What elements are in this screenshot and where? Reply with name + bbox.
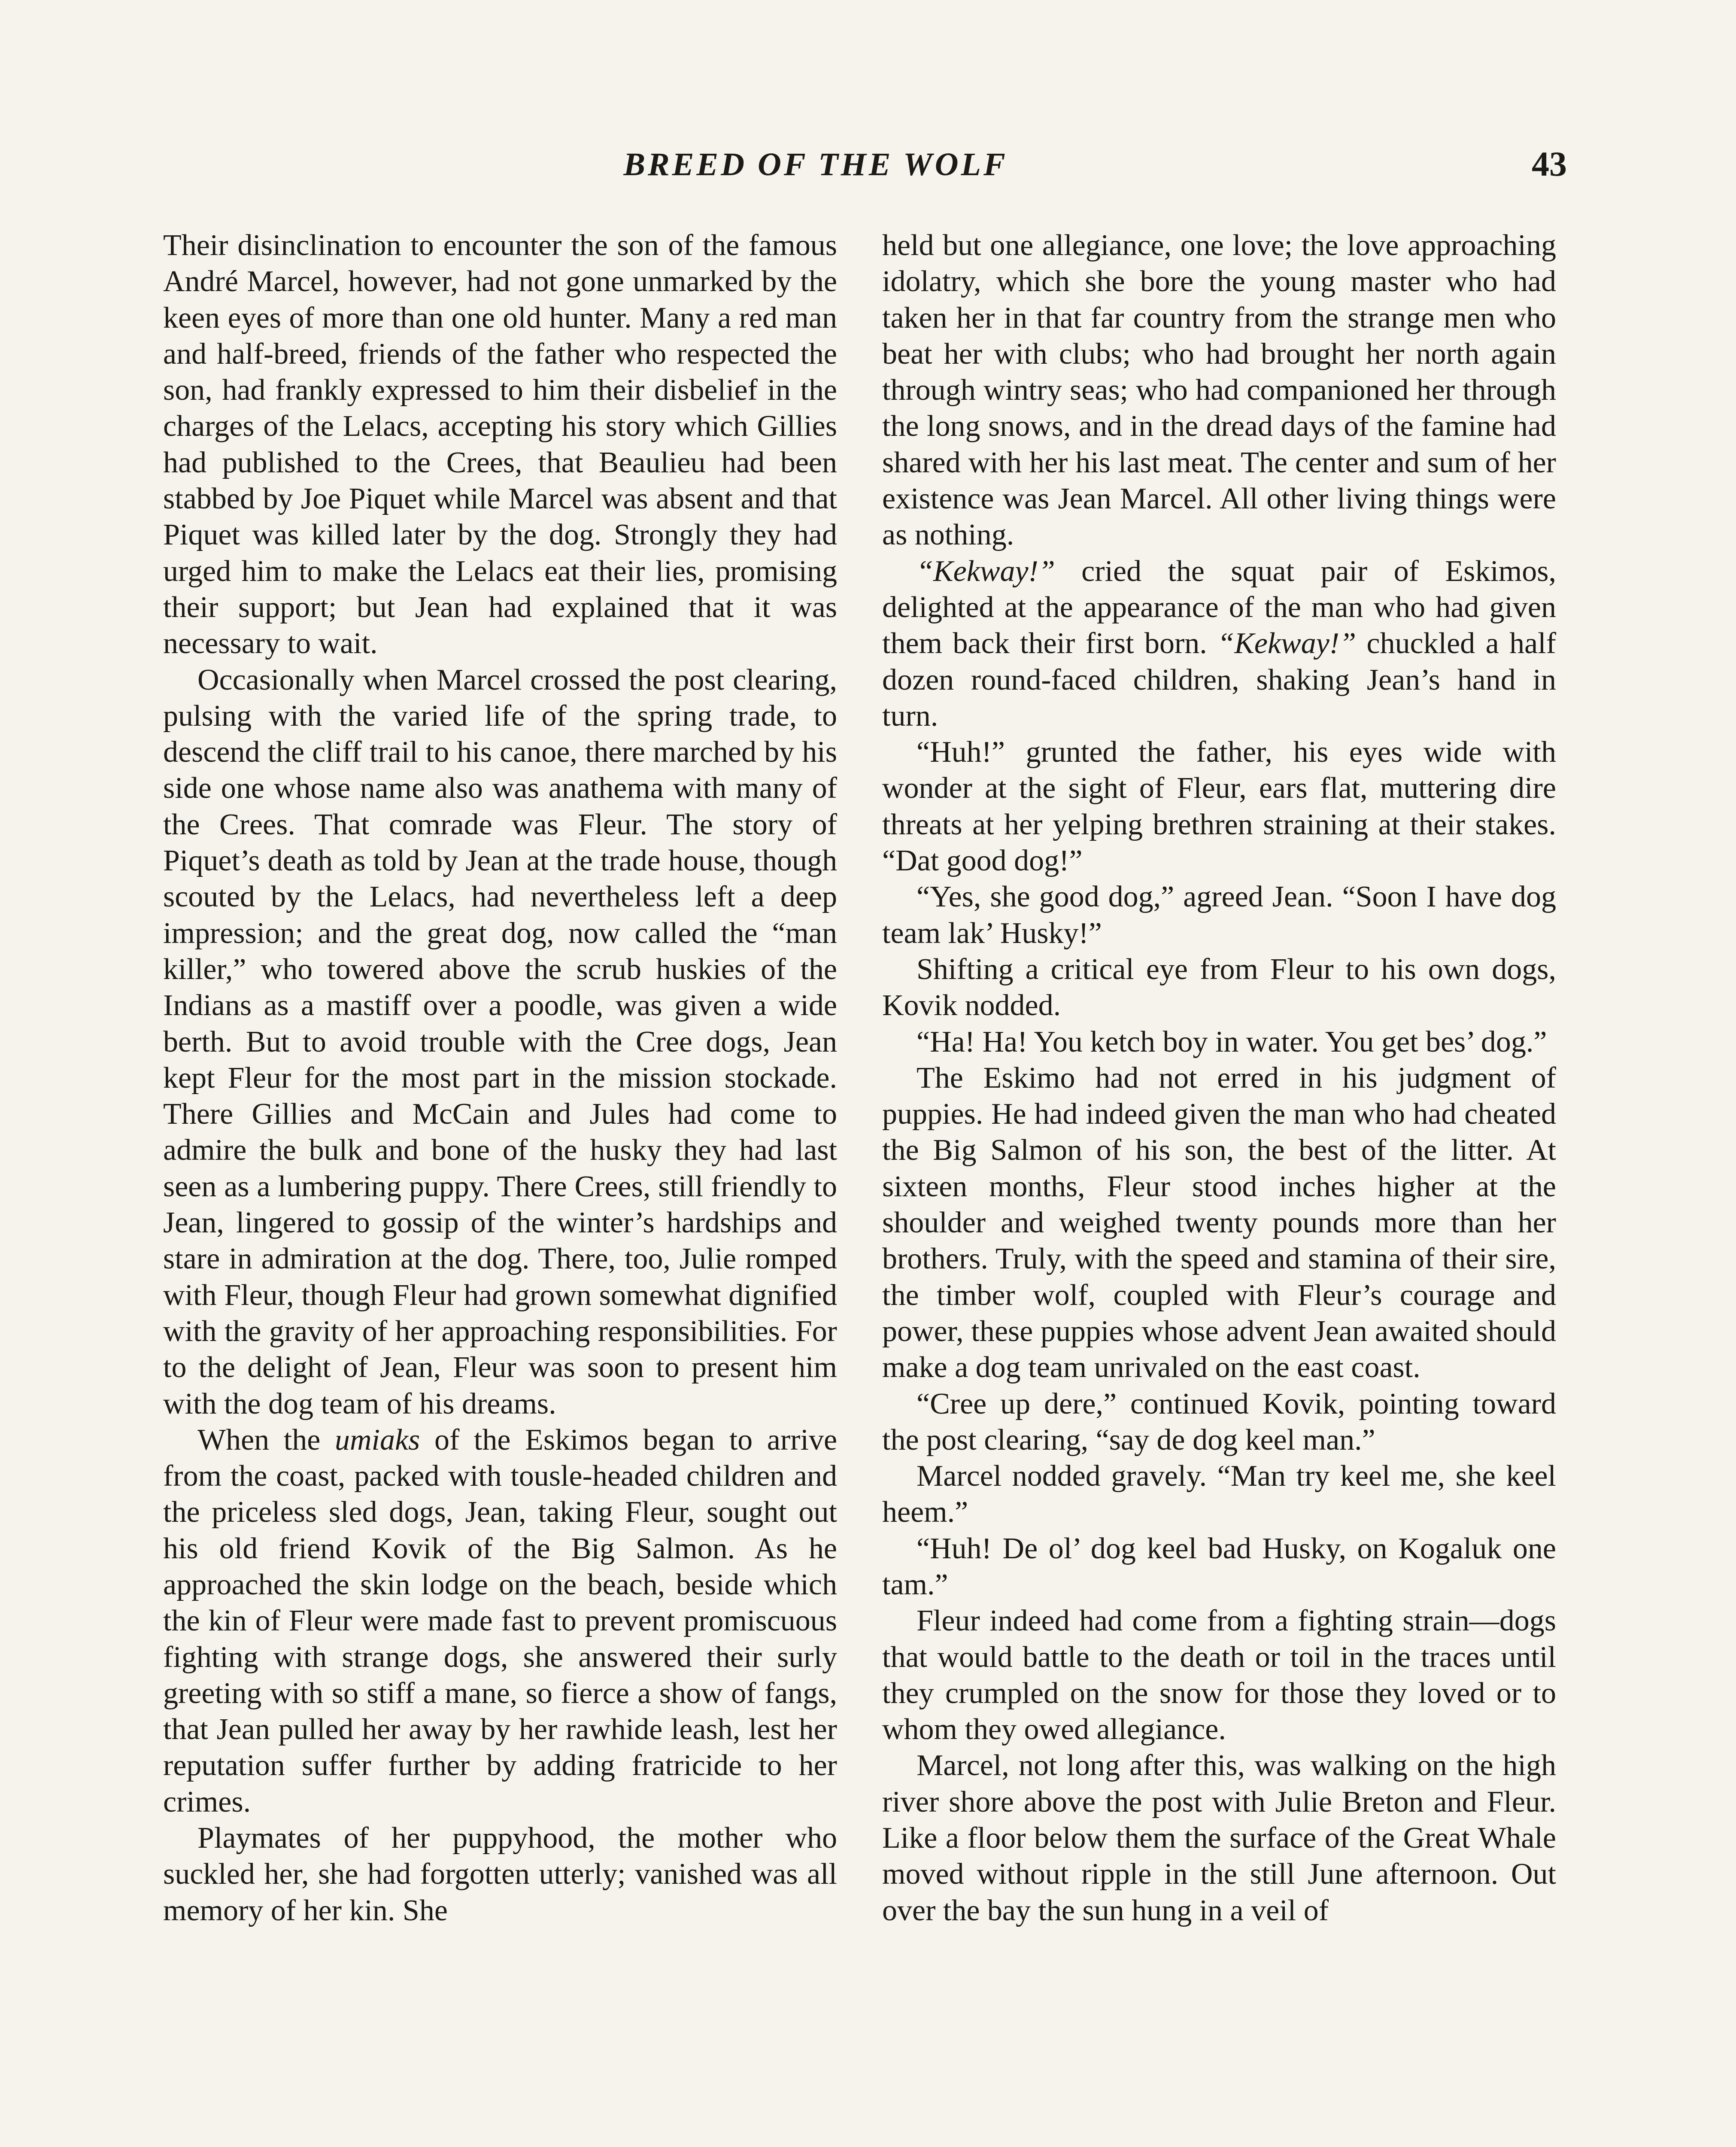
paragraph-text: cried the squat pair of Eskimos, delighted at the appearance of the man who had given them back their first born. bbox=[882, 554, 1556, 660]
paragraph bbox=[882, 553, 1556, 734]
paragraph: “Ha! Ha! You ketch boy in water. You get bes’ dog.” bbox=[917, 1025, 1547, 1058]
paragraph: Occasionally when Marcel crossed the post clearing, pulsing with the varied life of the spring trade, to descend the cliff trail to his canoe, there marched by his side one whose name also was anathema with many of the Crees. That comrade was Fleur. The story of Piquet’s death as told by Jean at the trade house, though scouted by the Lelacs, had nevertheless left a deep impression; and the great dog, now called the “man killer,” who towered above the scrub huskies of the Indians as a mastiff over a poodle, was given a wide berth. But to avoid trouble with the Cree dogs, Jean kept Fleur for the most part in the mission stockade. There Gillies and McCain and Jules had come to admire the bulk and bone of the husky they had last seen as a lumbering puppy. There Crees, still friendly to Jean, lingered to gossip of the winter’s hardships and stare in admiration at the dog. There, too, Julie romped with Fleur, though Fleur had grown somewhat dignified with the gravity of her approaching responsibilities. For to the delight of Jean, Fleur was soon to present him with the dog team of his dreams. bbox=[163, 663, 837, 1420]
paragraph: Shifting a critical eye from Fleur to his own dogs, Kovik nodded. bbox=[882, 952, 1556, 1022]
left-column bbox=[163, 228, 837, 2147]
page-number: 43 bbox=[1532, 144, 1567, 183]
paragraph: Marcel, not long after this, was walking on the high river shore above the post with Julie Breton and Fleur. Like a floor below them the surface of the Great Whale moved without ripple in the still June afternoon. Out over the bay the sun hung in a veil of bbox=[882, 1749, 1556, 1927]
paragraph: Playmates of her puppyhood, the mother who suckled her, she had forgotten utterly; vanished was all memory of her kin. She bbox=[163, 1822, 837, 1927]
paragraph: “Huh!” grunted the father, his eyes wide with wonder at the sight of Fleur, ears flat, muttering dire threats at her yelping brethren straining at their stakes. “Dat good dog!” bbox=[882, 736, 1556, 878]
running-title: BREED OF THE WOLF bbox=[623, 146, 1008, 182]
italic-word: “Kekway!” bbox=[1217, 627, 1357, 660]
paragraph-text: of the Eskimos began to arrive from the coast, packed with tousle-headed children and the priceless sled dogs, Jean, taking Fleur, sought out his old friend Kovik of the Big Salmon. As he approached the skin lodge on the beach, beside which the kin of Fleur were made fast to prevent promiscuous fighting with strange dogs, she answered their surly greeting with so stiff a mane, so fierce a show of fangs, that Jean pulled her away by her rawhide leash, lest her reputation suffer further by adding fratricide to her crimes. bbox=[163, 1423, 838, 1819]
paragraph: “Cree up dere,” continued Kovik, pointing toward the post clearing, “say de dog keel man.” bbox=[882, 1387, 1556, 1457]
paragraph: Their disinclination to encounter the son of the famous André Marcel, however, had not gone unmarked by the keen eyes of more than one old hunter. Many a red man and half-breed, friends of the father who respected the son, had frankly expressed to him their disbelief in the charges of the Lelacs, accepting his story which Gillies had published to the Crees, that Beaulieu had been stabbed by Joe Piquet while Marcel was absent and that Piquet was killed later by the dog. Strongly they had urged him to make the Lelacs eat their lies, promising their support; but Jean had explained that it was necessary to wait. bbox=[163, 229, 837, 660]
paragraph: held but one allegiance, one love; the love approaching idolatry, which she bore the young master who had taken her in that far country from the strange men who beat her with clubs; who had brought her north again through wintry seas; who had companioned her through the long snows, and in the dread days of the famine had shared with her his last meat. The center and sum of her existence was Jean Marcel. All other living things were as nothing. bbox=[882, 229, 1556, 552]
italic-word: umiaks bbox=[334, 1423, 420, 1457]
paragraph: The Eskimo had not erred in his judgment of puppies. He had indeed given the man who had cheated the Big Salmon of his son, the best of the litter. At sixteen months, Fleur stood inches higher at the shoulder and weighed twenty pounds more than her brothers. Truly, with the speed and stamina of their sire, the timber wolf, coupled with Fleur’s courage and power, these puppies whose advent Jean awaited should make a dog team unrivaled on the east coast. bbox=[882, 1061, 1556, 1384]
italic-word: “Kekway!” bbox=[917, 554, 1055, 588]
paragraph: Marcel nodded gravely. “Man try keel me, she keel heem.” bbox=[882, 1460, 1556, 1529]
paragraph: “Huh! De ol’ dog keel bad Husky, on Kogaluk one tam.” bbox=[882, 1532, 1556, 1601]
right-column bbox=[882, 228, 1556, 2147]
paragraph bbox=[163, 1422, 837, 1820]
paragraph-text: chuckled a half dozen round-faced children, shaking Jean’s hand in turn. bbox=[882, 627, 1556, 733]
paragraph-text: When the bbox=[197, 1423, 335, 1457]
paragraph: Fleur indeed had come from a fighting strain—dogs that would battle to the death or toil in the traces until they crumpled on the snow for those they loved or to whom they owed allegiance. bbox=[882, 1604, 1556, 1746]
paragraph: “Yes, she good dog,” agreed Jean. “Soon I have dog team lak’ Husky!” bbox=[882, 880, 1556, 950]
